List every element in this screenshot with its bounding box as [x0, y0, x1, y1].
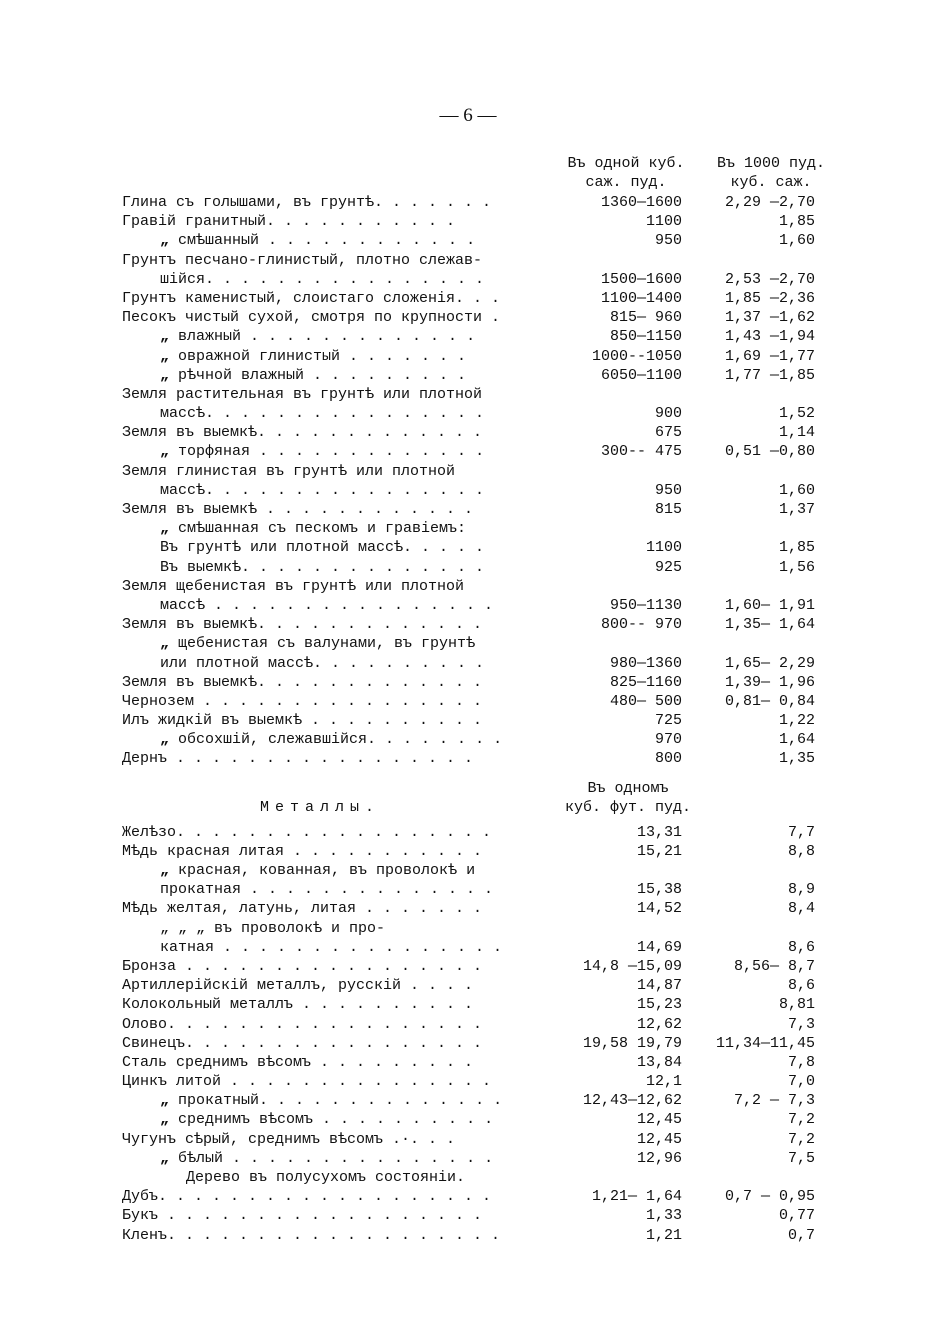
- row-label: Земля растительная въ грунтѣ или плотной: [122, 385, 483, 403]
- table-row: [0, 692, 936, 711]
- row-label: Олово. . . . . . . . . . . . . . . . . .: [122, 1015, 483, 1033]
- row-value-primary: 1100: [645, 213, 682, 231]
- table-row: [0, 861, 936, 880]
- row-value-primary: 1,33: [645, 1207, 682, 1225]
- row-label: „ торфяная . . . . . . . . . . . . .: [160, 442, 554, 461]
- table-row: [0, 938, 936, 957]
- table-row: [0, 1015, 936, 1034]
- row-label: „ красная, кованная, въ проволокѣ и: [160, 861, 554, 880]
- row-label: Песокъ чистый сухой, смотря по крупности .: [122, 309, 501, 327]
- row-label: или плотной массѣ. . . . . . . . . .: [160, 654, 485, 672]
- row-value-primary: 800-- 970: [600, 616, 682, 634]
- row-value-primary: 970: [654, 731, 682, 749]
- row-value-secondary: 1,69 —1,77: [724, 347, 815, 365]
- row-label: Чернозем . . . . . . . . . . . . . . . .: [122, 692, 483, 710]
- row-label: „ влажный . . . . . . . . . . . . .: [160, 327, 554, 346]
- table-row: [0, 1053, 936, 1072]
- row-value-secondary: 0,7 — 0,95: [724, 1188, 815, 1206]
- row-value-primary: 850—1150: [609, 328, 682, 346]
- row-value-secondary: 0,7: [787, 1226, 815, 1244]
- row-label: Грунтъ каменистый, слоистаго сложенія. . .: [122, 289, 501, 307]
- table-row: [0, 1226, 936, 1245]
- page-number: — 6 —: [439, 105, 497, 126]
- column-header-per-cubic-sazhen: [556, 154, 696, 192]
- row-label: Земля въ выемкѣ . . . . . . . . . . . .: [122, 501, 474, 518]
- row-value-secondary: 1,39— 1,96: [724, 673, 815, 691]
- table-row: [0, 1091, 936, 1110]
- row-value-primary: 12,43—12,62: [582, 1092, 682, 1110]
- row-label: массѣ . . . . . . . . . . . . . . . .: [160, 596, 494, 614]
- row-value-primary: 950: [654, 232, 682, 250]
- row-value-secondary: 7,2 — 7,3: [733, 1092, 815, 1110]
- row-label: Бронза . . . . . . . . . . . . . . . . .: [122, 957, 483, 975]
- table-row: [0, 1187, 936, 1206]
- row-label: „ смѣшанная съ пескомъ и гравіемъ:: [160, 519, 554, 538]
- row-value-secondary: 1,64: [778, 731, 815, 749]
- row-value-primary: 1,21— 1,64: [591, 1188, 682, 1206]
- row-label: Земля въ выемкѣ. . . . . . . . . . . . .: [122, 616, 483, 634]
- row-value-primary: 480— 500: [609, 692, 682, 710]
- column-header-line: Въ одной куб.: [567, 155, 685, 172]
- row-label: „ рѣчной влажный . . . . . . . . .: [160, 366, 554, 385]
- row-value-secondary: 1,60: [778, 481, 815, 499]
- table-row: [0, 1206, 936, 1225]
- table-row: [0, 919, 936, 938]
- row-value-primary: 675: [654, 424, 682, 442]
- table-row: [0, 481, 936, 500]
- row-value-secondary: 11,34—11,45: [715, 1034, 815, 1052]
- row-label: Грунтъ песчано-глинистый, плотно слежав-: [122, 251, 483, 269]
- row-value-secondary: 8,4: [787, 900, 815, 918]
- row-value-secondary: 7,0: [787, 1073, 815, 1091]
- row-value-primary: 925: [654, 558, 682, 576]
- row-label: Мѣдь желтая, латунь, литая . . . . . . .: [122, 900, 483, 918]
- row-value-primary: 950—1130: [609, 596, 682, 614]
- row-value-secondary: 1,60— 1,91: [724, 596, 815, 614]
- row-value-secondary: 7,2: [787, 1130, 815, 1148]
- row-value-primary: 14,87: [636, 977, 682, 995]
- metals-section: [0, 823, 936, 1168]
- table-row: [0, 385, 936, 404]
- table-row: [0, 538, 936, 557]
- row-label: „ обсохшій, слежавшійся. . . . . . . .: [160, 730, 554, 749]
- weights-table: [0, 193, 936, 1245]
- row-value-primary: 815— 960: [609, 309, 682, 327]
- table-row: [0, 730, 936, 749]
- row-value-primary: 12,45: [636, 1130, 682, 1148]
- row-value-secondary: 1,22: [778, 712, 815, 730]
- row-value-primary: 980—1360: [609, 654, 682, 672]
- wood-section: [0, 1187, 936, 1245]
- column-header-per-1000-poods: [705, 154, 837, 192]
- table-row: [0, 404, 936, 423]
- row-value-secondary: 8,56— 8,7: [733, 957, 815, 975]
- row-value-primary: 1360—1600: [600, 194, 682, 211]
- table-row: [0, 1149, 936, 1168]
- row-label: „ прокатный. . . . . . . . . . . . . .: [160, 1091, 554, 1110]
- row-value-primary: 15,38: [636, 881, 682, 899]
- row-value-secondary: 0,81— 0,84: [724, 692, 815, 710]
- row-label: Дернъ . . . . . . . . . . . . . . . . .: [122, 750, 474, 768]
- row-value-secondary: 0,77: [778, 1207, 815, 1225]
- table-row: [0, 1110, 936, 1129]
- row-label: „ щебенистая съ валунами, въ грунтѣ: [160, 634, 554, 653]
- column-header-line: куб. саж.: [730, 174, 812, 191]
- row-value-secondary: 7,8: [787, 1053, 815, 1071]
- table-row: [0, 462, 936, 481]
- row-value-primary: 14,8 —15,09: [582, 957, 682, 975]
- row-value-secondary: 7,2: [787, 1111, 815, 1129]
- row-label: „ среднимъ вѣсомъ . . . . . . . . . .: [160, 1110, 554, 1129]
- row-label: прокатная . . . . . . . . . . . . . .: [160, 881, 494, 899]
- soils-section: [0, 193, 936, 769]
- table-row: [0, 423, 936, 442]
- row-value-primary: 19,58 19,79: [582, 1034, 682, 1052]
- row-value-secondary: 1,60: [778, 232, 815, 250]
- row-value-primary: 1000--1050: [591, 347, 682, 365]
- row-value-primary: 13,31: [636, 823, 682, 841]
- column-header-line: куб. фут. пуд.: [564, 798, 692, 816]
- table-row: [0, 251, 936, 270]
- table-row: [0, 899, 936, 918]
- row-value-secondary: 8,8: [787, 842, 815, 860]
- row-label: Дубъ. . . . . . . . . . . . . . . . . . .: [122, 1188, 492, 1206]
- row-value-secondary: 1,43 —1,94: [724, 328, 815, 346]
- table-row: [0, 596, 936, 615]
- table-row: [0, 1034, 936, 1053]
- table-row: [0, 500, 936, 519]
- table-row: [0, 823, 936, 842]
- table-row: [0, 558, 936, 577]
- table-row: [0, 711, 936, 730]
- row-label: массѣ. . . . . . . . . . . . . . . .: [160, 405, 485, 423]
- table-row: [0, 673, 936, 692]
- table-row: [0, 842, 936, 861]
- column-header-line: Въ 1000 пуд.: [716, 155, 826, 172]
- table-row: [0, 347, 936, 366]
- row-value-primary: 300-- 475: [600, 443, 682, 461]
- row-label: Въ выемкѣ. . . . . . . . . . . . . .: [160, 558, 485, 576]
- row-value-secondary: 8,9: [787, 881, 815, 899]
- row-value-secondary: 1,35: [778, 750, 815, 768]
- row-label: Въ грунтѣ или плотной массѣ. . . . .: [160, 539, 485, 557]
- row-value-primary: 12,1: [645, 1073, 682, 1091]
- row-value-primary: 15,23: [636, 996, 682, 1014]
- table-row: [0, 308, 936, 327]
- row-value-secondary: 8,6: [787, 977, 815, 995]
- row-value-primary: 900: [654, 405, 682, 423]
- row-label: Земля глинистая въ грунтѣ или плотной: [122, 462, 456, 480]
- row-label: Земля щебенистая въ грунтѣ или плотной: [122, 577, 465, 595]
- row-value-secondary: 2,53 —2,70: [724, 270, 815, 288]
- row-label: шійся. . . . . . . . . . . . . . . .: [160, 270, 485, 288]
- row-value-primary: 6050—1100: [600, 366, 682, 384]
- table-row: [0, 193, 936, 212]
- table-row: [0, 957, 936, 976]
- row-value-primary: 14,52: [636, 900, 682, 918]
- row-value-secondary: 1,56: [778, 558, 815, 576]
- row-value-secondary: 0,51 —0,80: [724, 443, 815, 461]
- row-value-secondary: 1,77 —1,85: [724, 366, 815, 384]
- row-value-primary: 12,62: [636, 1015, 682, 1033]
- row-value-secondary: 1,37 —1,62: [724, 309, 815, 327]
- row-label: Цинкъ литой . . . . . . . . . . . . . . .: [122, 1073, 492, 1091]
- row-label: Земля въ выемкѣ. . . . . . . . . . . . .: [122, 673, 483, 691]
- row-value-primary: 950: [654, 481, 682, 499]
- table-row: [0, 442, 936, 461]
- row-label: „ „ „ въ проволокѣ и про-: [160, 919, 386, 937]
- row-label: Гравій гранитный. . . . . . . . . . .: [122, 213, 456, 231]
- table-row: [0, 212, 936, 231]
- row-value-primary: 825—1160: [609, 673, 682, 691]
- table-row: [0, 289, 936, 308]
- row-value-secondary: 1,35— 1,64: [724, 616, 815, 634]
- row-value-secondary: 7,7: [787, 823, 815, 841]
- row-label: Мѣдь красная литая . . . . . . . . . . .: [122, 842, 483, 860]
- row-value-primary: 1,21: [645, 1226, 682, 1244]
- table-row: [0, 577, 936, 596]
- row-value-secondary: 1,37: [778, 501, 815, 518]
- table-row: [0, 519, 936, 538]
- row-value-secondary: 2,29 —2,70: [724, 194, 815, 211]
- row-value-primary: 14,69: [636, 938, 682, 956]
- row-value-secondary: 1,52: [778, 405, 815, 423]
- row-label: Илъ жидкій въ выемкѣ . . . . . . . . . .: [122, 712, 483, 730]
- metals-column-header: [560, 779, 696, 817]
- row-label: Артиллерійскій металлъ, русскій . . . .: [122, 977, 474, 995]
- row-label: массѣ. . . . . . . . . . . . . . . .: [160, 481, 485, 499]
- row-value-primary: 12,96: [636, 1149, 682, 1167]
- row-value-primary: 12,45: [636, 1111, 682, 1129]
- row-label: Свинецъ. . . . . . . . . . . . . . . . .: [122, 1034, 483, 1052]
- metals-header: [0, 779, 936, 823]
- table-row: [0, 976, 936, 995]
- table-row: [0, 634, 936, 653]
- row-label: „ смѣшанный . . . . . . . . . . . .: [160, 231, 554, 250]
- row-value-primary: 13,84: [636, 1053, 682, 1071]
- row-label: Кленъ. . . . . . . . . . . . . . . . . . .: [122, 1226, 501, 1244]
- row-value-primary: 800: [654, 750, 682, 768]
- column-header-line: саж. пуд.: [585, 174, 667, 191]
- row-value-primary: 1500—1600: [600, 270, 682, 288]
- row-value-secondary: 1,85: [778, 213, 815, 231]
- table-row: [0, 654, 936, 673]
- metals-title: Металлы.: [260, 798, 381, 816]
- row-label: катная . . . . . . . . . . . . . . . .: [160, 938, 503, 956]
- table-row: [0, 1072, 936, 1091]
- row-label: „ овражной глинистый . . . . . . .: [160, 347, 554, 366]
- row-value-secondary: 1,14: [778, 424, 815, 442]
- row-value-primary: 815: [654, 501, 682, 518]
- row-value-secondary: 1,85: [778, 539, 815, 557]
- row-value-primary: 1100: [645, 539, 682, 557]
- row-label: Желѣзо. . . . . . . . . . . . . . . . . .: [122, 823, 492, 841]
- row-label: Сталь среднимъ вѣсомъ . . . . . . . . .: [122, 1053, 474, 1071]
- row-label: Глина съ голышами, въ грунтѣ. . . . . . .: [122, 194, 492, 211]
- row-value-primary: 1100—1400: [600, 289, 682, 307]
- row-value-primary: 725: [654, 712, 682, 730]
- row-value-secondary: 7,5: [787, 1149, 815, 1167]
- row-label: Земля въ выемкѣ. . . . . . . . . . . . .: [122, 424, 483, 442]
- row-label: Чугунъ сѣрый, среднимъ вѣсомъ .·. . .: [122, 1130, 456, 1148]
- row-value-secondary: 8,81: [778, 996, 815, 1014]
- table-row: [0, 270, 936, 289]
- row-value-secondary: 8,6: [787, 938, 815, 956]
- row-value-secondary: 1,65— 2,29: [724, 654, 815, 672]
- table-row: [0, 615, 936, 634]
- row-value-primary: 15,21: [636, 842, 682, 860]
- row-value-secondary: 1,85 —2,36: [724, 289, 815, 307]
- table-row: [0, 749, 936, 768]
- wood-heading-text: Дерево въ полусухомъ состояніи.: [186, 1169, 466, 1186]
- column-header-line: Въ одномъ: [587, 779, 669, 797]
- table-row: [0, 880, 936, 899]
- row-value-secondary: 7,3: [787, 1015, 815, 1033]
- table-row: [0, 1130, 936, 1149]
- table-row: [0, 366, 936, 385]
- table-row: [0, 231, 936, 250]
- table-row: [0, 995, 936, 1014]
- row-label: „ бѣлый . . . . . . . . . . . . . . .: [160, 1149, 554, 1168]
- row-label: Колокольный металлъ . . . . . . . . . .: [122, 996, 474, 1014]
- table-row: [0, 327, 936, 346]
- wood-heading: [0, 1168, 936, 1187]
- row-label: Букъ . . . . . . . . . . . . . . . . . .: [122, 1207, 483, 1225]
